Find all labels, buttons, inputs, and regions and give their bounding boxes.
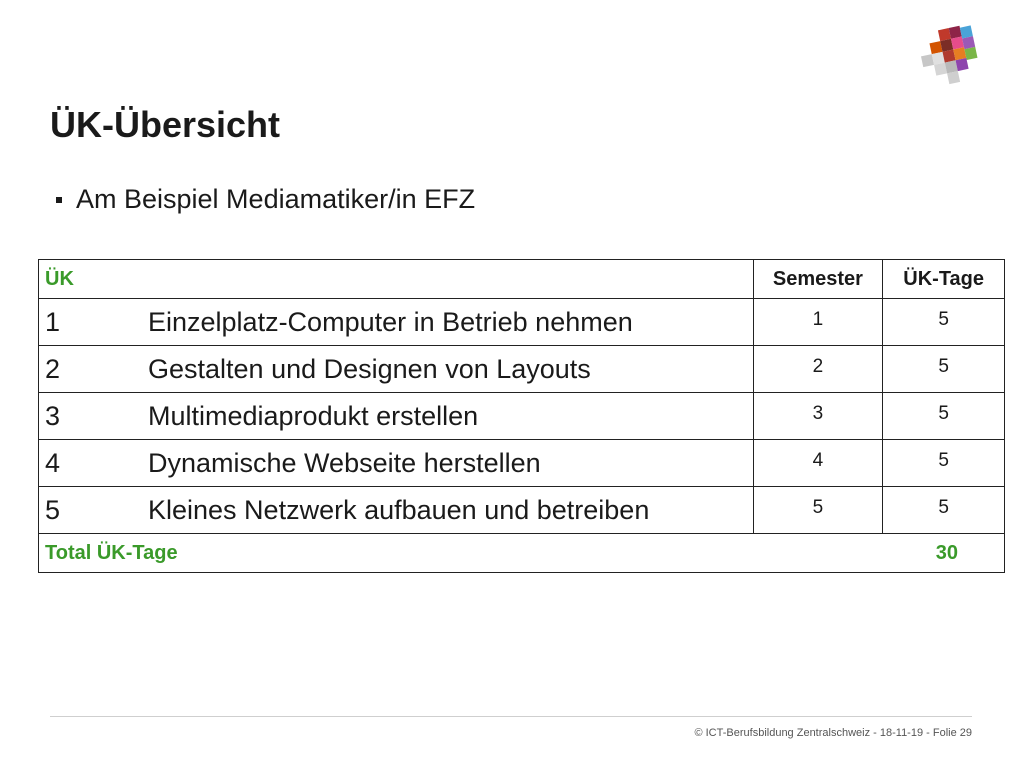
semester-cell: 4 [753, 440, 883, 487]
module-cell [39, 299, 754, 346]
uk-overview-table [38, 259, 1005, 573]
footer-copyright: © ICT-Berufsbildung Zentralschweiz - 18-11-19 - Folie 29 [694, 727, 972, 739]
total-label: Total ÜK-Tage [45, 541, 178, 564]
logo-cell [956, 58, 969, 71]
module-name: Multimediaprodukt erstellen [148, 400, 479, 431]
header-semester: Semester [753, 260, 883, 299]
bullet-text: Am Beispiel Mediamatiker/in EFZ [76, 184, 476, 214]
page-title: ÜK-Übersicht [50, 104, 281, 145]
module-name: Einzelplatz-Computer in Betrieb nehmen [148, 306, 633, 337]
uk-tage-cell: 5 [883, 299, 1005, 346]
module-number: 3 [45, 400, 61, 431]
uk-tage-cell: 5 [883, 346, 1005, 393]
total-value: 30 [935, 541, 958, 564]
module-cell [39, 393, 754, 440]
semester-cell: 5 [753, 487, 883, 534]
total-row [39, 534, 1005, 573]
semester-cell: 1 [753, 299, 883, 346]
uk-tage-cell: 5 [883, 487, 1005, 534]
module-number: 2 [45, 353, 61, 384]
table-row [39, 346, 1005, 393]
footer-divider [50, 716, 972, 717]
module-number: 5 [45, 494, 61, 525]
table-row [39, 299, 1005, 346]
module-number: 4 [45, 447, 61, 478]
bullet-square-icon [56, 197, 62, 203]
module-cell [39, 346, 754, 393]
module-cell [39, 487, 754, 534]
bullet-item [56, 184, 475, 215]
semester-cell: 2 [753, 346, 883, 393]
header-uk-tage: ÜK-Tage [883, 260, 1005, 299]
ict-logo [916, 22, 987, 93]
table-row [39, 393, 1005, 440]
module-cell [39, 440, 754, 487]
uk-tage-cell: 5 [883, 393, 1005, 440]
header-uk: ÜK [39, 260, 754, 299]
total-cell [39, 534, 1005, 573]
table-row [39, 487, 1005, 534]
module-name: Gestalten und Designen von Layouts [148, 353, 591, 384]
module-name: Dynamische Webseite herstellen [148, 447, 541, 478]
module-name: Kleines Netzwerk aufbauen und betreiben [148, 494, 650, 525]
table-row [39, 440, 1005, 487]
logo-cell [947, 71, 960, 84]
uk-tage-cell: 5 [883, 440, 1005, 487]
semester-cell: 3 [753, 393, 883, 440]
table-header-row [39, 260, 1005, 299]
module-number: 1 [45, 306, 61, 337]
